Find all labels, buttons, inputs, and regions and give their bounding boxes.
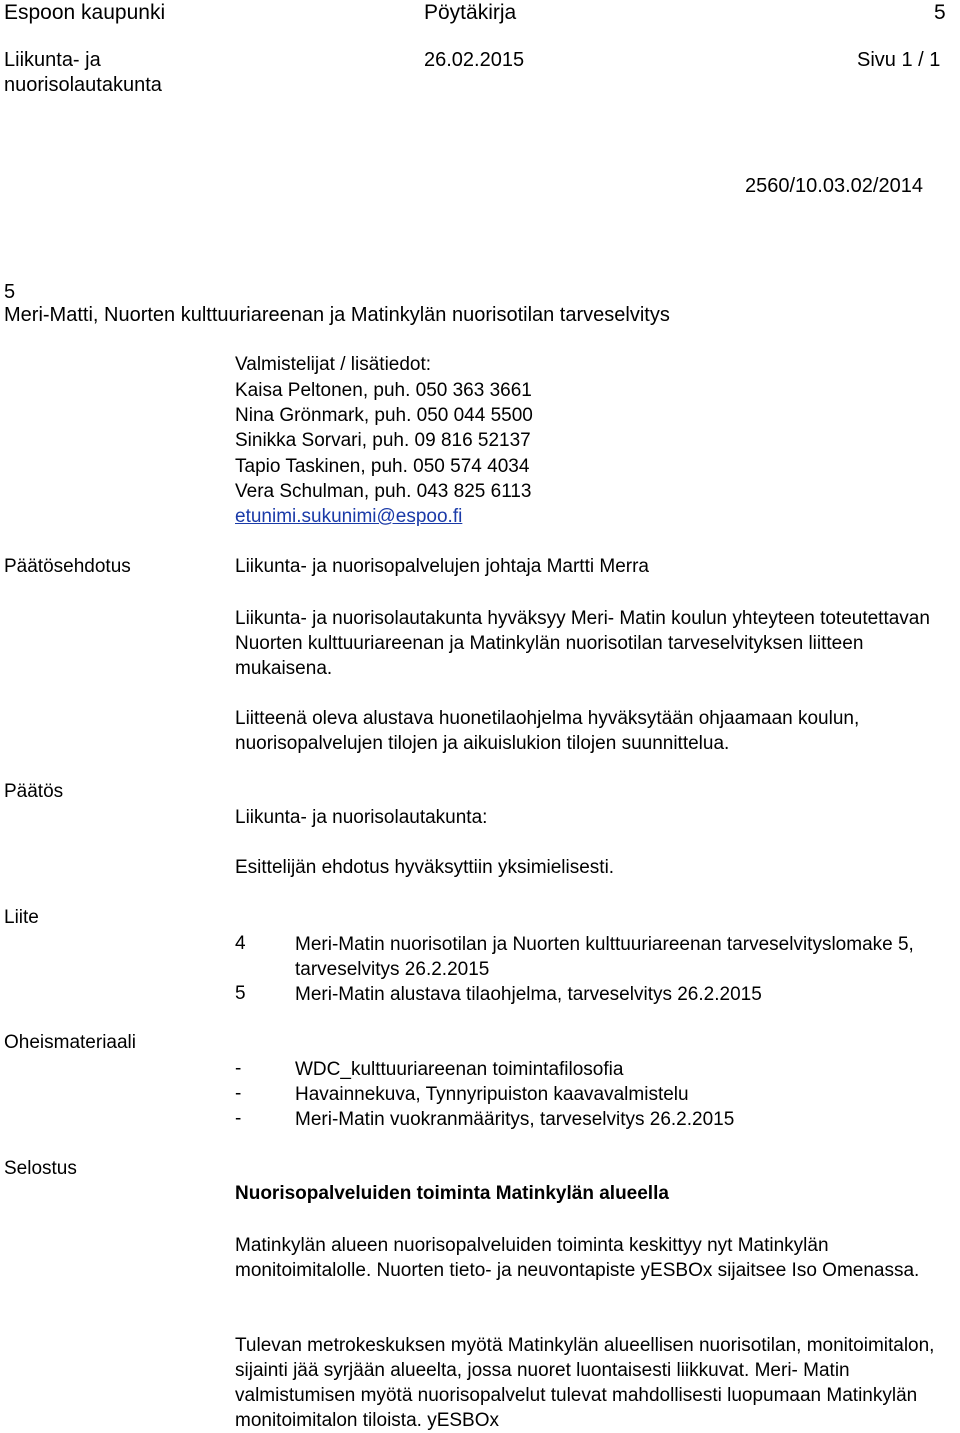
item-title: Meri-Matti, Nuorten kulttuuriareenan ja Matinkylän nuorisotilan tarveselvitys [4, 304, 670, 326]
reference-number: 2560/10.03.02/2014 [745, 175, 923, 197]
attachments-label: Liite [4, 907, 39, 928]
preparer-2: Nina Grönmark, puh. 050 044 5500 [235, 405, 533, 426]
proposal-paragraph-2: Liitteenä oleva alustava huonetilaohjelma hyväksytään ohjaamaan koulun, nuorisopalvelujen tilojen ja aikuislukion tilojen suunnittelua. [235, 708, 860, 754]
explanation-paragraph-2: Tulevan metrokeskuksen myötä Matinkylän alueellisen nuorisotilan, monitoimitalon, sijainti jää syrjään alueelta, jossa nuoret luontaisesti liikkuvat. Meri- Matin valmistumisen myötä nuorisopalvelut tulevat mahdollisesti luopumaan Matinkylän monitoimitalon tiloista. yESBOx [235, 1335, 935, 1431]
material-item: WDC_kulttuuriareenan toimintafilosofia [295, 1059, 624, 1080]
preparers-heading: Valmistelijat / lisätiedot: [235, 354, 432, 375]
decision-label: Päätös [4, 781, 64, 802]
preparer-5: Vera Schulman, puh. 043 825 6113 [235, 481, 532, 502]
document-type: Pöytäkirja [424, 1, 517, 24]
attachment-number: 5 [235, 983, 246, 1004]
material-bullet: - [235, 1058, 242, 1079]
page-number: Sivu 1 / 1 [857, 49, 941, 71]
attachment-item: Meri-Matin alustava tilaohjelma, tarveselvitys 26.2.2015 [295, 984, 762, 1005]
material-item: Havainnekuva, Tynnyripuiston kaavavalmistelu [295, 1084, 689, 1105]
material-bullet: - [235, 1083, 242, 1104]
explanation-paragraph-1: Matinkylän alueen nuorisopalveluiden toiminta keskittyy nyt Matinkylän monitoimitalolle. Nuorten tieto- ja neuvontapiste yESBOx sijaitsee Iso Omenassa. [235, 1235, 920, 1281]
proposer: Liikunta- ja nuorisopalvelujen johtaja Martti Merra [235, 556, 649, 577]
email-link[interactable]: etunimi.sukunimi@espoo.fi [235, 506, 463, 527]
explanation-label: Selostus [4, 1158, 77, 1179]
decision-text: Esittelijän ehdotus hyväksyttiin yksimielisesti. [235, 857, 615, 878]
org-name: Espoon kaupunki [4, 1, 166, 24]
preparer-1: Kaisa Peltonen, puh. 050 363 3661 [235, 380, 532, 401]
preparer-3: Sinikka Sorvari, puh. 09 816 52137 [235, 430, 531, 451]
proposal-paragraph-1: Liikunta- ja nuorisolautakunta hyväksyy Meri- Matin koulun yhteyteen toteutettavan Nuorten kulttuuriareenan ja Matinkylän nuorisotilan tarveselvityksen liitteen mukaisena. [235, 608, 930, 679]
material-bullet: - [235, 1108, 242, 1129]
section-number: 5 [934, 1, 946, 24]
material-item: Meri-Matin vuokranmääritys, tarveselvitys 26.2.2015 [295, 1109, 735, 1130]
attachment-number: 4 [235, 933, 246, 954]
materials-label: Oheismateriaali [4, 1032, 136, 1053]
meeting-date: 26.02.2015 [424, 49, 525, 71]
proposal-label: Päätösehdotus [4, 556, 131, 577]
item-number: 5 [4, 281, 16, 303]
preparer-4: Tapio Taskinen, puh. 050 574 4034 [235, 456, 530, 477]
explanation-heading: Nuorisopalveluiden toiminta Matinkylän alueella [235, 1183, 669, 1204]
committee-line2: nuorisolautakunta [4, 74, 162, 96]
attachment-item: Meri-Matin nuorisotilan ja Nuorten kulttuuriareenan tarveselvityslomake 5, tarveselvitys 26.2.2015 [295, 934, 914, 980]
decision-body: Liikunta- ja nuorisolautakunta: [235, 807, 488, 828]
committee-line1: Liikunta- ja [4, 49, 101, 71]
